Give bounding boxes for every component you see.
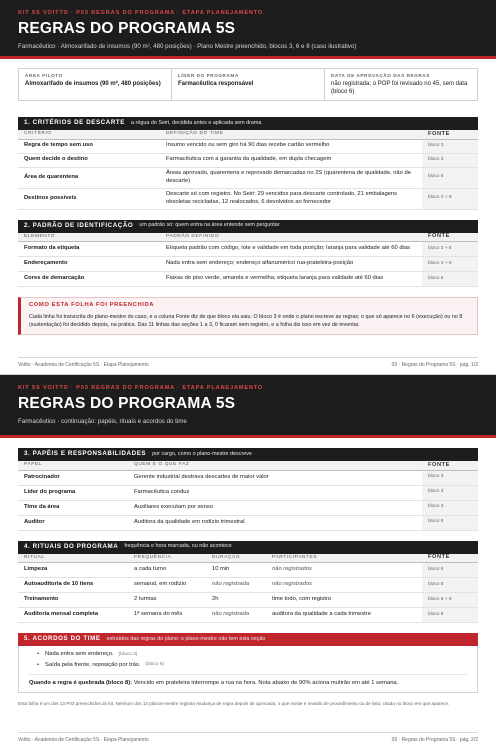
table-row (18, 167, 478, 188)
page-title: REGRAS DO PROGRAMA 5S (18, 20, 236, 38)
row-source: bloco 6 (422, 563, 478, 578)
row-duration: não registrada (206, 608, 266, 623)
row-key: Time da área (18, 500, 128, 515)
agreement-text: Nada entra sem endereço. (45, 651, 114, 657)
row-value: Auxiliares executam por senso (128, 500, 422, 515)
meta-approval (325, 69, 477, 100)
col-header: PARTICIPANTES (266, 554, 422, 563)
bullet-icon: • (37, 651, 40, 657)
row-duration: 2h (206, 593, 266, 608)
table-row (18, 608, 478, 623)
table-row (18, 139, 478, 153)
table-row (18, 515, 478, 530)
col-header: RITUAL (18, 554, 128, 563)
section-header (18, 541, 478, 554)
agreement-source: (bloco 3) (118, 651, 138, 657)
row-key: Cores de demarcação (18, 272, 160, 287)
roles-table (18, 461, 478, 531)
section-subtitle: a régua do Seiri, decidida antes e aplicada sem drama (131, 119, 262, 126)
note-text: Vencido em prateleira interrompe a rua na hora. Nota abaixo de 90% aciona mutirão em até 1 semana. (133, 680, 399, 687)
meta-value: não registrada; o POP foi revisado no 45, sem data (bloco 6) (331, 80, 468, 95)
page-1 (0, 0, 496, 374)
criteria-table (18, 130, 478, 210)
row-source: bloco 3 + 6 (422, 242, 478, 257)
section-title: 4. RITUAIS DO PROGRAMA (24, 542, 119, 550)
kicker: KIT 5S VOITTO · P03 REGRAS DO PROGRAMA · ETAPA PLANEJAMENTO (18, 10, 264, 16)
row-key: Destinos possíveis (18, 188, 160, 209)
row-source: bloco 6 + 8 (422, 593, 478, 608)
meta-leader (172, 69, 325, 100)
agreement-source: (bloco 6) (145, 662, 165, 668)
row-value: Farmacêutica com a garantia da qualidade, em dupla checagem (160, 153, 422, 167)
meta-label: LÍDER DO PROGRAMA (178, 73, 239, 78)
meta-value: Farmacêutica responsável (178, 80, 254, 87)
col-header: FONTE (422, 554, 478, 563)
table-row (18, 470, 478, 485)
rituals-table (18, 554, 478, 624)
row-key: Limpeza (18, 563, 128, 578)
bullet-icon: • (37, 661, 40, 668)
row-key: Endereçamento (18, 257, 160, 272)
footer-left: Voitto · Academia de Certificação 5S · Etapa Planejamento (18, 736, 149, 743)
section-subtitle: por cargo, como o plano-mestre descreve (152, 450, 252, 457)
col-header: FONTE (422, 461, 478, 470)
accent-bar (0, 435, 496, 438)
section-subtitle: frequência e hora marcada, ou não acontece (124, 543, 232, 550)
footer-right: 03 · Regras do Programa 5S · pág. 1/2 (391, 361, 478, 368)
section-subtitle: um padrão só: quem entra na área entende sem perguntar (139, 222, 280, 229)
row-participants: não registrados (266, 578, 422, 593)
table-row (18, 153, 478, 167)
row-key: Patrocinador (18, 470, 128, 485)
meta-area (19, 69, 172, 100)
row-key: Quem decide o destino (18, 153, 160, 167)
page-subtitle: Farmacêutico · Almoxarifado de insumos (90 m², 480 posições) · Plano Mestre preenchido, blocos 3, 6 e 8 (caso ilustrativo) (18, 43, 357, 51)
section-title: 5. ACORDOS DO TIME (24, 635, 101, 643)
meta-value: Almoxarifado de insumos (90 m², 480 posições) (25, 80, 161, 87)
table-row (18, 500, 478, 515)
fill-note-callout (18, 297, 478, 335)
section-title: 1. CRITÉRIOS DE DESCARTE (24, 119, 126, 127)
section-rituais (18, 541, 478, 624)
meta-box (18, 68, 478, 101)
page-title: REGRAS DO PROGRAMA 5S (18, 395, 236, 413)
table-row (18, 242, 478, 257)
table-row (18, 593, 478, 608)
row-key: Líder do programa (18, 485, 128, 500)
col-header: QUEM E O QUE FAZ (128, 461, 422, 470)
row-source: bloco 3 + 6 (422, 257, 478, 272)
col-header: DEFINIÇÃO DO TIME (160, 130, 422, 139)
col-header: ELEMENTO (18, 233, 160, 242)
callout-body: Cada linha foi transcrita do plano-mestre do caso, e a coluna Fonte diz de que bloco ela saiu. O bloco 3 é onde o plano escreve as regras; o que só aparece no 6 (execução) ou no 8 (sustentação) foi decidido depois, na prática. Das 11 linhas das seções 1 a 3, 0 ficaram sem registro, e a folha diz isso em vez de inventar. (29, 313, 463, 328)
rule-break-note (29, 674, 467, 688)
row-frequency: 1ª semana do mês (128, 608, 206, 623)
callout-title: COMO ESTA FOLHA FOI PREENCHIDA (29, 302, 155, 308)
page-2 (0, 375, 496, 749)
section-title: 3. PAPÉIS E RESPONSABILIDADES (24, 450, 147, 458)
list-item (37, 662, 467, 670)
agreement-text: Saída pela frente, reposição por trás. (45, 661, 141, 668)
page-subtitle: Farmacêutico · continuação: papéis, rituais e acordos do time (18, 418, 187, 426)
row-key: Formato da etiqueta (18, 242, 160, 257)
agreements-body (18, 646, 478, 693)
page-header (0, 375, 496, 435)
section-identificacao (18, 220, 478, 288)
row-key: Regra de tempo sem uso (18, 139, 160, 153)
accent-bar (0, 56, 496, 59)
section-descarte (18, 117, 478, 210)
section-header (18, 220, 478, 233)
row-key: Área de quarentena (18, 167, 160, 188)
row-source: bloco 6 (422, 272, 478, 287)
table-row (18, 257, 478, 272)
row-value: Auditora da qualidade em rodízio trimestral (128, 515, 422, 530)
page-footer (18, 732, 478, 744)
list-item (37, 651, 467, 659)
col-header: PADRÃO DEFINIDO (160, 233, 422, 242)
row-value: Insumo vencido ou sem giro há 90 dias recebe cartão vermelho (160, 139, 422, 153)
row-duration: não registrada (206, 578, 266, 593)
section-header (18, 633, 478, 646)
row-source: bloco 8 (422, 578, 478, 593)
footer-left: Voitto · Academia de Certificação 5S · Etapa Planejamento (18, 361, 149, 368)
section-title: 2. PADRÃO DE IDENTIFICAÇÃO (24, 221, 134, 229)
kicker: KIT 5S VOITTO · P03 REGRAS DO PROGRAMA · ETAPA PLANEJAMENTO (18, 385, 264, 391)
table-row (18, 578, 478, 593)
row-source: bloco 3 (422, 153, 478, 167)
row-value: Gerente industrial destrava descartes de maior valor (128, 470, 422, 485)
fine-print: Esta folha é um dos 13 P03 preenchidos do kit. Nenhum dos 13 planos-mestre registra mudança de regra depois de aprovada; o que existe é revisão de procedimento ou de lista, citada no bloco em que aparece. (18, 700, 450, 706)
meta-label: DATA DE APROVAÇÃO DAS REGRAS (331, 73, 430, 78)
row-key: Autoauditoria de 10 itens (18, 578, 128, 593)
footer-right: 03 · Regras do Programa 5S · pág. 2/2 (391, 736, 478, 743)
page-header (0, 0, 496, 56)
row-source: bloco 8 (422, 608, 478, 623)
note-label: Quando a regra é quebrada (bloco 8): (29, 680, 133, 687)
col-header: CRITÉRIO (18, 130, 160, 139)
col-header: FONTE (422, 233, 478, 242)
row-source: bloco 3 (422, 470, 478, 485)
page-footer (18, 357, 478, 369)
row-key: Treinamento (18, 593, 128, 608)
row-source: bloco 3 (422, 139, 478, 153)
row-source: bloco 3 (422, 500, 478, 515)
row-value: Nada entra sem endereço; endereço alfanumérico rua-prateleira-posição (160, 257, 422, 272)
row-value: Descarte só com registro. No Seiri: 29 vencidos para descarte controlado, 21 embalagens obsoletas recicladas, 12 realocados, 6 devolvidos ao fornecedor (160, 188, 422, 209)
row-frequency: semanal, em rodízio (128, 578, 206, 593)
table-row (18, 272, 478, 287)
row-participants: time todo, com registro (266, 593, 422, 608)
row-value: Etiqueta padrão com código, lote e validade em toda posição; laranja para validade até 60 dias (160, 242, 422, 257)
row-source: bloco 8 (422, 515, 478, 530)
table-row (18, 485, 478, 500)
row-frequency: a cada turno (128, 563, 206, 578)
col-header: FREQUÊNCIA (128, 554, 206, 563)
row-key: Auditor (18, 515, 128, 530)
row-frequency: 2 turmas (128, 593, 206, 608)
col-header: PAPEL (18, 461, 128, 470)
row-value: Farmacêutica conduz (128, 485, 422, 500)
table-row (18, 563, 478, 578)
section-acordos (18, 633, 478, 693)
row-duration: 10 min (206, 563, 266, 578)
section-header (18, 448, 478, 461)
section-subtitle: extraídos das regras do plano: o plano-mestre não tem esta seção (106, 635, 266, 642)
row-source: bloco 6 (422, 167, 478, 188)
row-source: bloco 3 + 8 (422, 188, 478, 209)
row-participants: auditora da qualidade a cada trimestre (266, 608, 422, 623)
row-key: Auditoria mensal completa (18, 608, 128, 623)
section-papeis (18, 448, 478, 531)
meta-label: ÁREA PILOTO (25, 73, 63, 78)
row-source: bloco 3 (422, 485, 478, 500)
row-participants: não registrados (266, 563, 422, 578)
col-header: DURAÇÃO (206, 554, 266, 563)
row-value: Áreas aprovado, quarentena e reprovado demarcadas no 2S (quarentena de qualidade, não de descarte) (160, 167, 422, 188)
table-row (18, 188, 478, 209)
col-header: FONTE (422, 130, 478, 139)
section-header (18, 117, 478, 130)
row-value: Faixas de piso verde, amarela e vermelha; etiqueta laranja para validade até 60 dias (160, 272, 422, 287)
identification-table (18, 233, 478, 288)
